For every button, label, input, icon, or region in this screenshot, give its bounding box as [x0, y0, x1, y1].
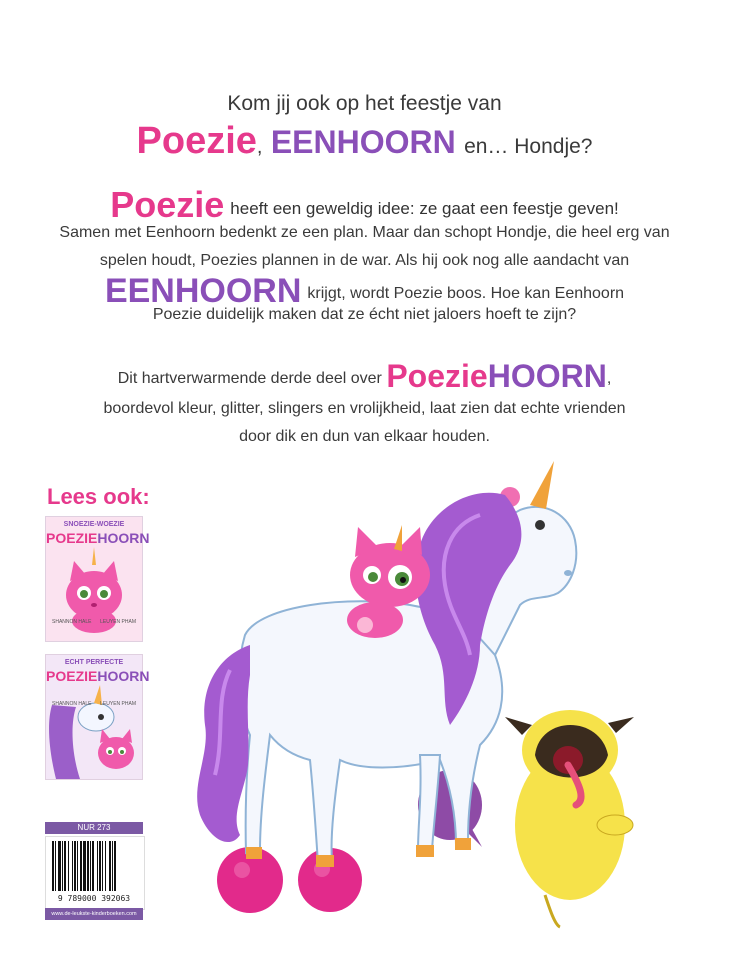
headline-line-1: Kom jij ook op het feestje van	[227, 92, 502, 115]
headline-rest: en… Hondje?	[464, 135, 593, 158]
blurb-line-1	[0, 184, 729, 226]
lees-ook-heading: Lees ook:	[47, 484, 150, 509]
blurb-line-1-text: heeft een geweldig idee: ze gaat een feestje geven!	[230, 199, 619, 218]
blurb-line-6	[0, 358, 729, 395]
book-2-author-2: LEUYEN PHAM	[100, 701, 136, 707]
blurb-line-4-text: krijgt, wordt Poezie boos. Hoe kan Eenhoorn	[307, 285, 625, 302]
blurb-poezie: Poezie	[110, 184, 225, 225]
headline-comma: ,	[256, 136, 263, 158]
isbn-number: 9 789000 392063	[57, 894, 131, 903]
blurb-line-3: spelen houdt, Poezies plannen in de war. Als hij ook nog alle aandacht van	[99, 252, 630, 269]
blurb-eenhoorn: EENHOORN	[104, 272, 302, 310]
blurb-line-8: door dik en dun van elkaar houden.	[239, 428, 490, 445]
blurb-hoorn-series: HOORN	[487, 358, 607, 394]
book-cover-1	[45, 516, 150, 642]
main-illustration	[150, 455, 710, 935]
nur-code: NUR 273	[45, 822, 143, 834]
book-1-author-1: SHANNON HALE	[52, 619, 92, 625]
headline-poezie: Poezie	[136, 120, 257, 162]
barcode-bars	[46, 837, 144, 893]
blurb-poezie-series: Poezie	[386, 358, 488, 394]
headline-line-2	[0, 120, 729, 163]
book-2-subtitle: ECHT PERFECTE	[64, 659, 124, 666]
book-2-author-1: SHANNON HALE	[52, 701, 92, 707]
book-2-title	[46, 668, 150, 684]
book-1-subtitle: SNOEZIE-WOEZIE	[63, 521, 125, 528]
blurb-line-7: boordevol kleur, glitter, slingers en vrolijkheid, laat zien dat echte vrienden	[103, 400, 626, 417]
book-1-title-b: HOORN	[97, 530, 150, 546]
publisher-website: www.de-leukste-kinderboeken.com	[45, 908, 143, 920]
blurb-line-6-comma: ,	[606, 370, 612, 387]
book-1-title-a: POEZIE	[46, 530, 98, 546]
book-2-title-a: POEZIE	[46, 668, 98, 684]
pug	[505, 710, 634, 927]
book-1-title	[46, 530, 150, 546]
headline-eenhoorn: EENHOORN	[270, 124, 456, 160]
book-2-title-b: HOORN	[97, 668, 150, 684]
blurb-line-6-text: Dit hartverwarmende derde deel over	[117, 370, 382, 387]
blurb-line-5: Poezie duidelijk maken dat ze écht niet jaloers hoeft te zijn?	[152, 306, 577, 323]
blurb-line-2: Samen met Eenhoorn bedenkt ze een plan. Maar dan schopt Hondje, die heel erg van	[59, 224, 670, 241]
book-cover-2	[45, 654, 150, 780]
book-1-author-2: LEUYEN PHAM	[100, 619, 136, 625]
